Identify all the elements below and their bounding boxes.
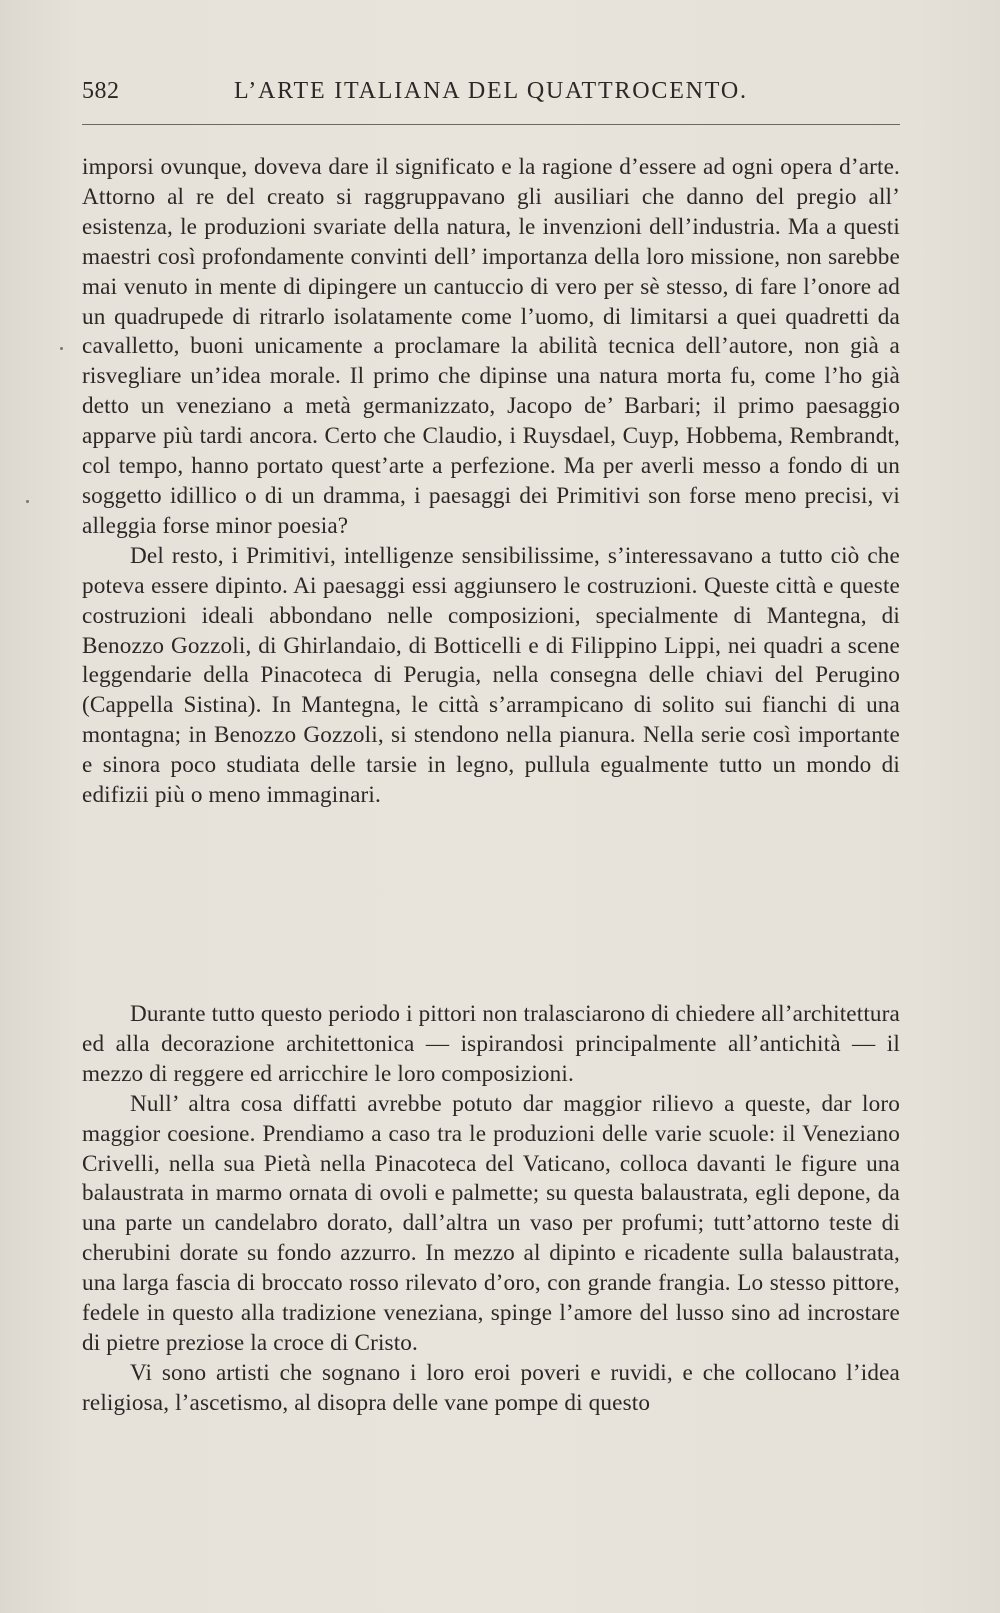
margin-speck (60, 347, 63, 350)
paragraph: Null’ altra cosa diffatti avrebbe potuto dar maggior rilievo a queste, dar loro maggior coesione. Prendiamo a caso tra le produzioni delle varie scuole: il Veneziano Crivelli, nella sua Pietà nella Pinacoteca del Vaticano, colloca davanti le figure una balaustrata in marmo ornata di ovoli e palmette; su questa balaustrata, egli depone, da una parte un candelabro dorato, dall’altra un vaso per profumi; tutt’attorno teste di cherubini dorate su fondo azzurro. In mezzo al dipinto e ricadente sulla balaustrata, una larga fascia di broccato rosso rilevato d’oro, con grande frangia. Lo stesso pittore, fedele in questo alla tradizione veneziana, spinge l’amore del lusso sino ad incrostare di pietre preziose la croce di Cristo. (82, 1090, 900, 1356)
paragraph: imporsi ovunque, doveva dare il significato e la ragione d’essere ad ogni opera d’arte. Attorno al re del creato si raggruppavano gli ausiliari che danno del pregio all’ esistenza, le produzioni svariate della natura, le invenzioni dell’industria. Ma a questi maestri così profondamente convinti dell’ importanza della loro missione, non sarebbe mai venuto in mente di dipingere un cantuccio di vero per sè stesso, di fare l’onore ad un quadrupede di ritrarlo isolatamente come l’uomo, di limitarsi a quei quadretti da cavalletto, buoni unicamente a proclamare la abilità tecnica dell’autore, non già a risvegliare un’idea morale. Il primo che dipinse una natura morta fu, come l’ho già detto un veneziano a metà germanizzato, Jacopo de’ Barbari; il primo paesaggio apparve più tardi ancora. Certo che Claudio, i Ruysdael, Cuyp, Hobbema, Rembrandt, col tempo, hanno portato quest’arte a perfezione. Ma per averli messo a fondo di un soggetto idillico o di un dramma, i paesaggi dei Primitivi son forse meno precisi, vi alleggia forse minor poesia? (82, 154, 900, 539)
paragraph: Vi sono artisti che sognano i loro eroi poveri e ruvidi, e che collocano l’idea religiosa, l’ascetismo, al disopra delle vane pompe di questo (82, 1359, 900, 1416)
text-section-2 (82, 1000, 900, 1419)
margin-speck (26, 500, 29, 503)
paragraph: Durante tutto questo periodo i pittori non tralasciarono di chiedere all’architettura ed alla decorazione architettonica — ispirandosi principalmente all’antichità — il mezzo di reggere ed arricchire le loro composizioni. (82, 1001, 900, 1087)
page-header (82, 78, 900, 114)
running-title: L’ARTE ITALIANA DEL QUATTROCENTO. (234, 78, 748, 104)
paragraph: Del resto, i Primitivi, intelligenze sensibilissime, s’interessavano a tutto ciò che poteva essere dipinto. Ai paesaggi essi aggiunsero le costruzioni. Queste città e queste costruzioni ideali abbondano nelle composizioni, specialmente di Mantegna, di Benozzo Gozzoli, di Ghirlandaio, di Botticelli e di Filippino Lippi, nei quadri a scene leggendarie della Pinacoteca di Perugia, nella consegna delle chiavi del Perugino (Cappella Sistina). In Mantegna, le città s’arrampicano di solito sui fianchi di una montagna; in Benozzo Gozzoli, si stendono nella pianura. Nella serie così importante e sinora poco studiata delle tarsie in legno, pullula egualmente tutto un mondo di edifizii più o meno immaginari. (82, 542, 900, 809)
header-rule (82, 124, 900, 125)
text-section-1 (82, 153, 900, 811)
page-number: 582 (82, 78, 120, 104)
